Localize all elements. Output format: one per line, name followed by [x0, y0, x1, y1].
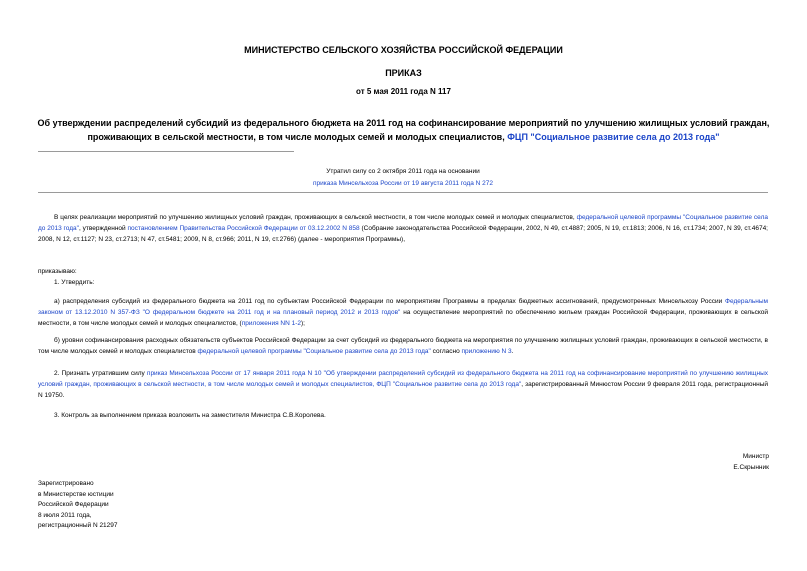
item-2-text-2: , зарегистрированный Минюстом России 9 февраля 2011 года, регистрационный N 19750.: [38, 381, 768, 399]
preamble-text-3: (Собрание законодательства Российской Федерации, 2002, N 49, ст.4887; 2005, N 19, ст.1813; 2006, N 16, ст.1734; 2007, N 39, ст.4674; 2008, N 12, ст.1127; N 23, ст.2713; N 47, ст.5481; 2009, N 8, ст.966; 2011, N 19, ст.2766) (далее - мероприятия Программы),: [38, 225, 768, 243]
federal-law-link[interactable]: Федеральным законом от 13.12.2010 N 357-ФЗ "О федеральном бюджете на 2011 год и на плановый период 2012 и 2013 годов": [38, 298, 768, 316]
item-1: 1. Утвердить:: [54, 279, 95, 286]
order-word: приказываю:: [38, 268, 77, 275]
preamble-text-2: , утвержденной: [78, 225, 128, 232]
signature-position: Министр: [742, 453, 769, 460]
title-text: Об утверждении распределений субсидий из федерального бюджета на 2011 год на софинансирование мероприятий по улучшению жилищных условий граждан, проживающих в сельской местности, в том числе молодых семей и молодых специалистов,: [37, 118, 770, 142]
item-1b-text-3: .: [511, 348, 514, 355]
item-1b-paragraph: [38, 335, 768, 357]
registration-block: [38, 479, 238, 532]
item-1b-text-1: б) уровни софинансирования расходных обязательств субъектов Российской Федерации за счет субсидий из федерального бюджета на мероприятия по улучшению жилищных условий граждан, проживающих в сельской местности, в том числе молодых семей и молодых специалистов: [38, 337, 768, 355]
item-2-paragraph: [38, 368, 768, 401]
status-note-text: Утратил силу со 2 октября 2011 года на основании: [326, 168, 480, 175]
divider-long: [38, 192, 768, 193]
preamble-text-1: В целях реализации мероприятий по улучшению жилищных условий граждан, проживающих в сельской местности, в том числе молодых семей и молодых специалистов,: [54, 214, 577, 221]
status-note-link[interactable]: приказа Минсельхоза России от 19 августа 2011 года N 272: [312, 180, 494, 187]
registration-line-4: 8 июля 2011 года,: [38, 511, 92, 519]
program-link[interactable]: федеральной целевой программы "Социальное развитие села до 2013 года": [38, 214, 768, 232]
doc-type-heading: ПРИКАЗ: [385, 68, 422, 78]
doc-date-number: от 5 мая 2011 года N 117: [356, 87, 451, 96]
program-link-2[interactable]: федеральной целевой программы "Социальное развитие села до 2013 года": [197, 348, 431, 355]
registration-line-1: Зарегистрировано: [38, 480, 94, 487]
title-program-link[interactable]: ФЦП "Социальное развитие села до 2013 года": [507, 132, 720, 142]
item-3: 3. Контроль за выполнением приказа возложить на заместителя Министра С.В.Королева.: [54, 412, 326, 419]
status-note: [38, 166, 768, 190]
appendix-3-link[interactable]: приложению N 3: [461, 348, 512, 355]
item-1a-paragraph: [38, 296, 768, 329]
ministry-heading: МИНИСТЕРСТВО СЕЛЬСКОГО ХОЗЯЙСТВА РОССИЙСКОЙ ФЕДЕРАЦИИ: [244, 45, 563, 55]
item-1b-text-2: согласно: [430, 348, 462, 355]
preamble-paragraph: [38, 212, 768, 245]
item-1a-text-3: );: [301, 320, 305, 327]
divider-short: [38, 151, 294, 152]
registration-line-3: Российской Федерации: [38, 501, 109, 508]
resolution-link[interactable]: постановлением Правительства Российской Федерации от 03.12.2002 N 858: [127, 225, 360, 232]
registration-line-5: регистрационный N 21297: [38, 522, 118, 529]
item-1a-text-1: а) распределения субсидий из федерального бюджета на 2011 год по субъектам Российской Федерации по мероприятиям Программы в пределах бюджетных ассигнований, предусмотренных Минсельхозу России: [54, 298, 726, 305]
item-2-text-1: 2. Признать утратившим силу: [54, 370, 147, 377]
signature-name: Е.Скрынник: [733, 464, 769, 471]
repealed-order-link[interactable]: приказ Минсельхоза России от 17 января 2011 года N 10 "Об утверждении распределений субсидий из федерального бюджета на 2011 год на софинансирование мероприятий по улучшению жилищных условий граждан, проживающих в сельской местности, в том числе молодых семей и молодых специалистов, ФЦП "Социальное развитие села до 2013 года": [38, 370, 768, 388]
appendix-1-2-link[interactable]: приложения NN 1-2: [241, 320, 301, 327]
item-1a-text-2: на осуществление мероприятий по обеспечению жильем граждан Российской Федерации, проживающих в сельской местности, в том числе молодых семей и молодых специалистов, (: [38, 309, 769, 327]
registration-line-2: в Министерстве юстиции: [38, 490, 114, 498]
doc-title: [20, 116, 787, 144]
